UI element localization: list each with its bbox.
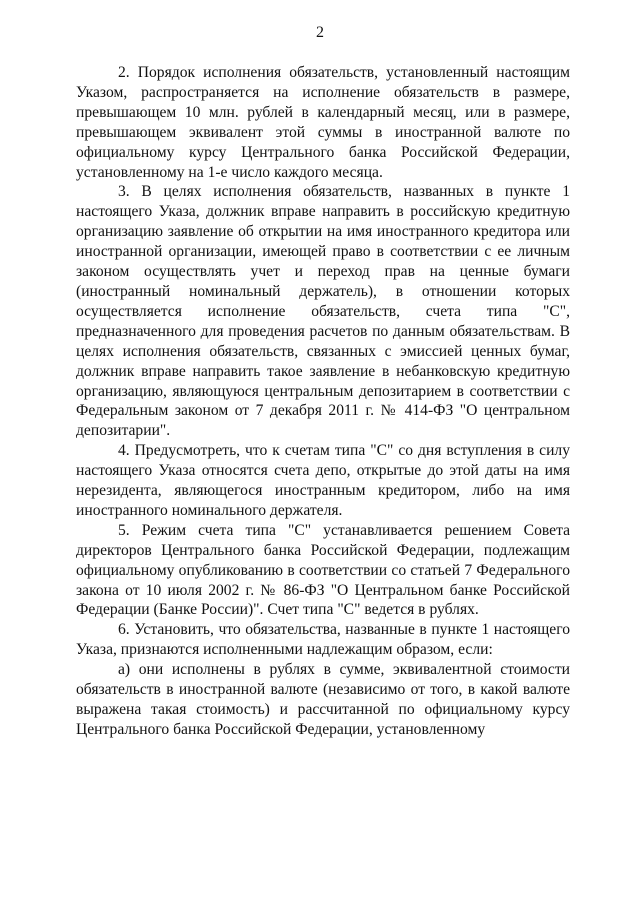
paragraph-item-6: 6. Установить, что обязательства, названные в пункте 1 настоящего Указа, признаются исполненными надлежащим образом, если: (76, 621, 570, 659)
paragraph-item-3: 3. В целях исполнения обязательств, названных в пункте 1 настоящего Указа, должник вправе направить в российскую кредитную организацию заявление об открытии на имя иностранного кредитора или иностранной организации, имеющей право в соответствии с ее личным законом осуществлять учет и переход прав на ценные бумаги (иностранный номинальный держатель), в отношении которых осуществляется исполнение обязательств, счета типа "С", предназначенного для проведения расчетов по данным обязательствам. В целях исполнения обязательств, связанных с эмиссией ценных бумаг, должник вправе направить такое заявление в небанковскую кредитную организацию, являющуюся центральным депозитарием в соответствии с Федеральным законом от 7 декабря 2011 г. № 414-ФЗ "О центральном депозитарии". (76, 183, 570, 440)
page-number: 2 (316, 24, 324, 41)
paragraph-item-2: 2. Порядок исполнения обязательств, установленный настоящим Указом, распространяется на исполнение обязательств в размере, превышающем 10 млн. рублей в календарный месяц, или в размере, превышающем эквивалент этой суммы в иностранной валюте по официальному курсу Центрального банка Российской Федерации, установленному на 1-е число каждого месяца. (76, 64, 570, 181)
document-body (76, 63, 570, 740)
paragraph-item-4: 4. Предусмотреть, что к счетам типа "С" со дня вступления в силу настоящего Указа относятся счета депо, открытые до этой даты на имя нерезидента, являющегося иностранным кредитором, либо на имя иностранного номинального держателя. (76, 442, 570, 519)
paragraph-subitem-a: а) они исполнены в рублях в сумме, эквивалентной стоимости обязательств в иностранной валюте (независимо от того, в какой валюте выражена такая стоимость) и рассчитанной по официальному курсу Центрального банка Российской Федерации, установленному (76, 661, 570, 738)
paragraph-item-5: 5. Режим счета типа "С" устанавливается решением Совета директоров Центрального банка Российской Федерации, подлежащим официальному опубликованию в соответствии со статьей 7 Федерального закона от 10 июля 2002 г. № 86-ФЗ "О Центральном банке Российской Федерации (Банке России)". Счет типа "С" ведется в рублях. (76, 521, 570, 619)
